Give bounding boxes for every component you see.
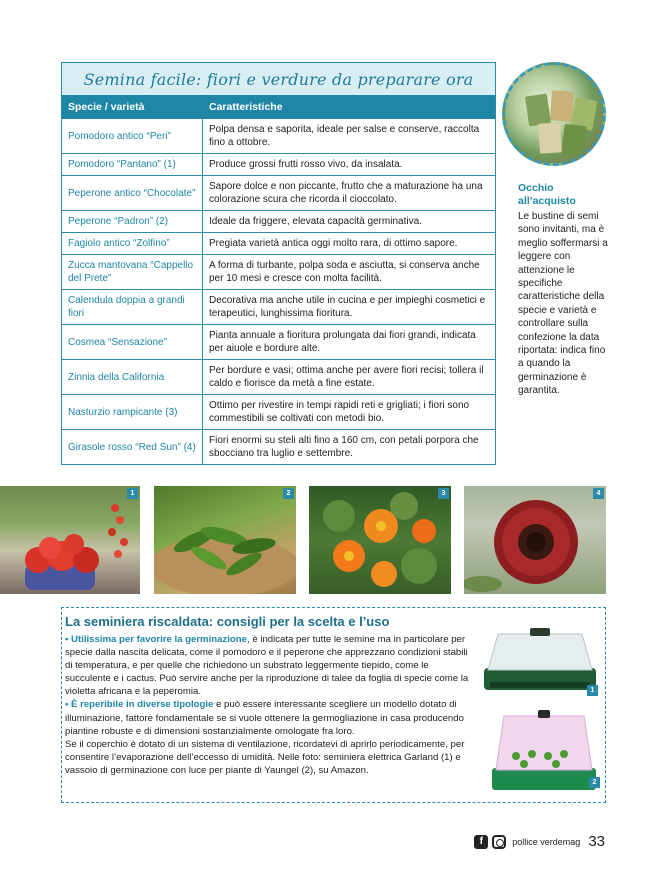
row-species: Calendula doppia a grandi fiori [62,290,203,324]
facebook-icon: f [474,835,488,849]
paragraph-2: e può essere interessante scegliere un modello dotato di illuminazione, fattore fondamentale se si vuole ottenere la germogliazione in casa producendo piantine robuste e di dimensioni sostanzialmente omologate fra loro. [65,699,464,737]
row-features: A forma di turbante, polpa soda e asciutta, si conserva anche per 10 mesi e cresce con molta facilità. [209,260,480,284]
table-row [62,429,495,464]
table-row [62,119,495,153]
row-species: Pomodoro “Pantano” (1) [62,154,203,175]
photo-red-sunflower [464,486,606,594]
row-species: Zucca mantovana “Cappello del Prete” [62,255,203,289]
table-row [62,394,495,429]
header-features: Caratteristiche [209,101,283,113]
row-species: Nasturzio rampicante (3) [62,395,203,429]
photo-number: 2 [283,488,294,499]
table-row [62,232,495,254]
row-features: Per bordure e vasi; ottima anche per avere fiori recisi; tollera il caldo e fiorisce da metà a fine estate. [209,365,484,389]
table-body [62,119,495,464]
box-title: La seminiera riscaldata: consigli per la scelta e l’uso [65,614,390,629]
table-row [62,175,495,210]
paragraph-1: , è indicata per tutte le semine ma in particolare per specie dalla nascita delicata, come il pomodoro e il peperone che apprezzano condizioni stabili di temperatura, e per quelle che richiedono un substrato leggermente tiepido, come le succulente e i cactus. Può servire anche per la riproduzione di talee da foglia di specie come la violetta africana e la peperomia. [65,634,469,698]
seed-packets-photo [502,62,606,166]
page-footer [474,833,605,850]
row-species: Peperone antico “Chocolate” [62,176,203,210]
photo-number: 1 [127,488,138,499]
table-title: Semina facile: fiori e verdure da preparare ora [62,63,495,95]
row-features: Pianta annuale a fioritura prolungata dai fiori grandi, indicata per aiuole e bordure alte. [209,330,476,354]
table-row [62,359,495,394]
photo-number: 4 [593,488,604,499]
row-features: Decorativa ma anche utile in cucina e per impieghi cosmetici e terapeutici, lunghissima fioritura. [209,295,486,319]
photo-nasturtium [309,486,451,594]
sidebar-title: Occhio all’acquisto [518,182,576,207]
product-garland-propagator [480,620,600,702]
sidebar-text: Le bustine di semi sono invitanti, ma è meglio soffermarsi a leggere con attenzione le specifiche caratteristiche della specie e varietà e controllare sulla confezione la data riportata: indica fino a quando la germinazione è garantita. [518,211,608,397]
row-species: Cosmea “Sensazione” [62,325,203,359]
table-row [62,289,495,324]
table-header [62,95,495,119]
page-number: 33 [588,833,605,850]
table-row [62,324,495,359]
table-row [62,254,495,289]
row-features: Ottimo per rivestire in tempi rapidi reti e grigliati; i fiori sono commestibili se coltivati con metodi bio. [209,400,470,424]
photo-peppers [154,486,296,594]
instagram-icon [492,835,506,849]
row-features: Sapore dolce e non piccante, frutto che a maturazione ha una colorazione scura che ricorda il cioccolato. [209,181,483,205]
bullet-germination: • Utilissima per favorire la germinazione [65,634,247,645]
paragraph-3: Se il coperchio è dotato di un sistema di ventilazione, ricordatevi di aprirlo periodicamente, per consentire l’evaporazione dell’eccesso di umidità. Nelle foto: seminiera elettrica Garland (1) e vassoio di germinazione con luce per piante di Yaungel (2), su Amazon. [65,738,465,776]
row-species: Zinnia della California [62,360,203,394]
box-text [65,633,470,777]
product-number: 1 [587,685,598,696]
row-species: Fagiolo antico “Zolfino” [62,233,203,254]
header-species: Specie / varietà [68,101,145,113]
seeds-table [61,62,496,465]
photo-tomatoes [0,486,140,594]
product-yaungel-tray [486,706,602,798]
row-features: Pregiata varietà antica oggi molto rara, di ottimo sapore. [209,238,458,249]
table-row [62,210,495,232]
row-species: Peperone “Padron” (2) [62,211,203,232]
row-species: Pomodoro antico “Peri” [62,119,203,153]
table-row [62,153,495,175]
row-features: Ideale da friggere, elevata capacità germinativa. [209,216,422,227]
photo-number: 3 [438,488,449,499]
row-features: Polpa densa e saporita, ideale per salse e conserve, raccolta fino a ottobre. [209,124,480,148]
social-handle: pollice verdemag [512,836,581,847]
row-features: Produce grossi frutti rosso vivo, da insalata. [209,159,403,170]
bullet-types: • È reperibile in diverse tipologie [65,699,214,711]
row-species: Girasole rosso “Red Sun” (4) [62,430,203,464]
product-number: 2 [589,777,600,788]
row-features: Fiori enormi su steli alti fino a 160 cm, con petali porpora che sbocciano tra luglio e settembre. [209,435,479,459]
propagator-box [61,607,606,803]
